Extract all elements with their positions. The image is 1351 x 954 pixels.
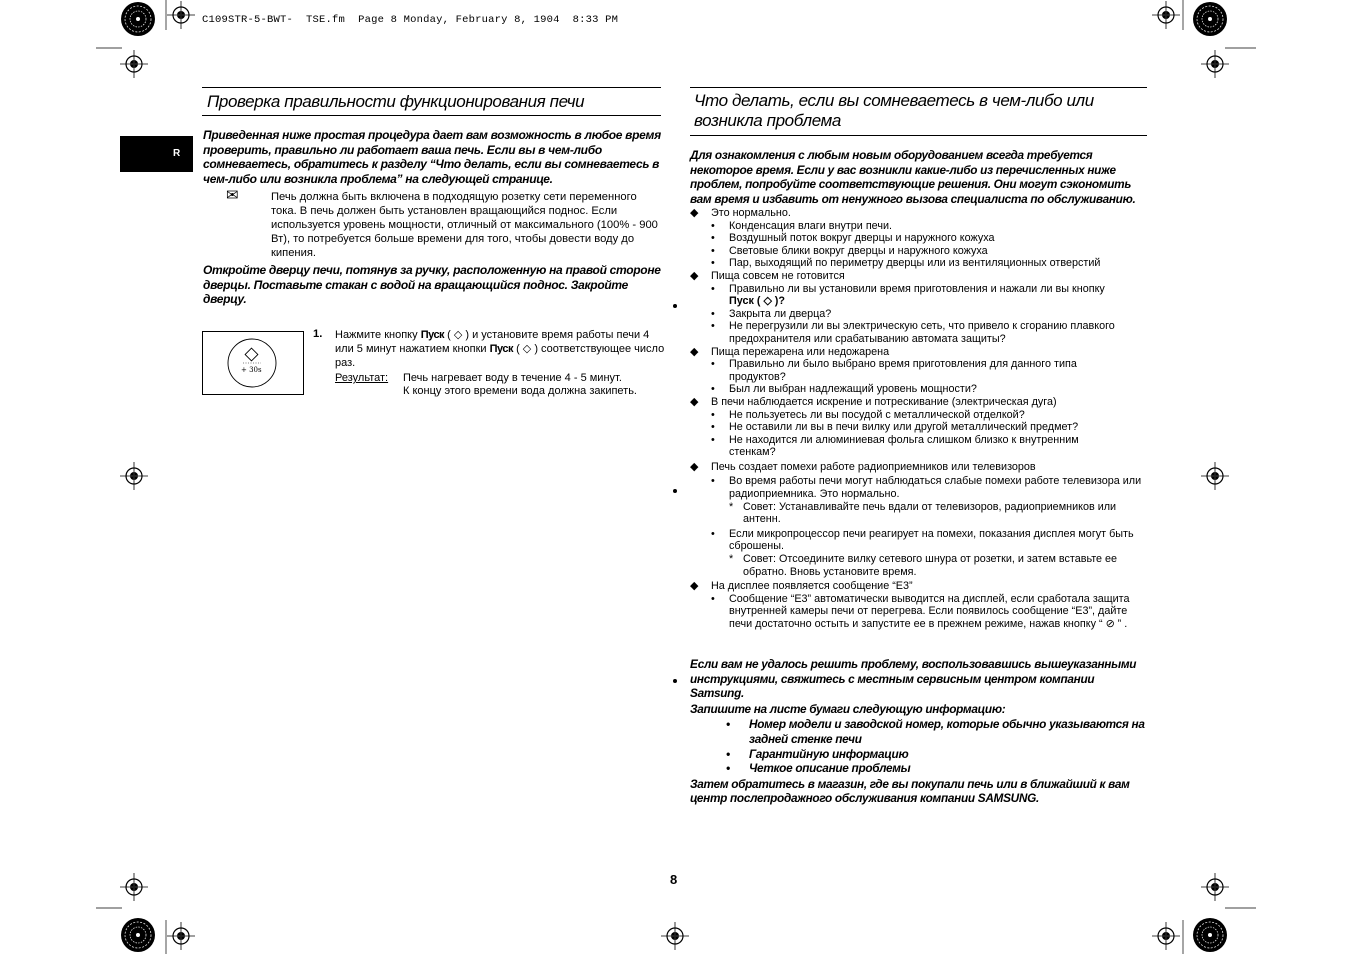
tip-item: * Совет: Устанавливайте печь вдали от телевизоров, радиоприемников или антенн. <box>729 500 1117 526</box>
right-title-rule-top <box>690 87 1147 88</box>
info-item: • Четкое описание проблемы <box>726 761 911 776</box>
troubleshooting-list <box>690 207 1150 631</box>
left-title-rule-bottom <box>202 115 661 116</box>
right-title-rule-bottom <box>690 135 1147 136</box>
tip-item: * Совет: Отсоедините вилку сетевого шнура от розетки, и затем вставьте ее обратно. Вновь установите время. <box>729 553 1118 578</box>
section-heading: ◆ В печи наблюдается искрение и потрескивание (электрическая дуга) <box>690 395 1057 408</box>
list-item: • Закрыта ли дверца? <box>711 307 832 320</box>
contact-paragraph: Если вам не удалось решить проблему, воспользовавшись вышеуказанными инструкциями, свяжитесь с местным сервисным центром компании Samsung. <box>690 657 1137 701</box>
list-item-continued: Пуск ( ◇ )? <box>729 295 785 308</box>
left-section-title: Проверка правильности функционирования печи <box>207 92 585 111</box>
right-title-line-1: Что делать, если вы сомневаетесь в чем-либо или <box>694 91 1094 110</box>
result-line-2: К концу этого времени вода должна закипеть. <box>403 385 637 397</box>
list-item: • Если микропроцессор печи реагирует на помехи, показания дисплея могут быть сброшены. <box>711 527 1134 553</box>
list-item: • Конденсация влаги внутри печи. <box>711 219 892 232</box>
right-section-title <box>694 91 1146 131</box>
page-number: 8 <box>670 872 678 887</box>
info-item: • Номер модели и заводской номер, которые обычно указываются на задней стенке печи <box>726 717 1145 746</box>
list-item: • Правильно ли вы установили время приготовления и нажали ли вы кнопку <box>711 282 1105 295</box>
list-item: • Не находится ли алюминиевая фольга слишком близко к внутренним стенкам? <box>711 433 1079 459</box>
list-item: • Не пользуетесь ли вы посудой с металлической отделкой? <box>711 408 1025 421</box>
list-item: • Световые блики вокруг дверцы и наружного кожуха <box>711 244 988 257</box>
left-title-rule-top <box>202 87 661 88</box>
list-item: • Во время работы печи могут наблюдаться слабые помехи работе телевизора или радиоприемника. Это нормально. <box>711 475 1142 501</box>
section-heading: ◆ Это нормально. <box>690 207 791 219</box>
section-heading: ◆ На дисплее появляется сообщение “E3” <box>690 580 913 593</box>
note-icon: ✉ <box>226 187 239 204</box>
control-panel-illustration <box>202 331 304 395</box>
start-button-icon <box>203 332 303 394</box>
section-heading: ◆ Печь создает помехи работе радиоприемников или телевизоров <box>690 460 1036 473</box>
list-item: • Пар, выходящий по периметру дверцы или из вентиляционных отверстий <box>711 257 1101 270</box>
contact-text <box>690 657 1150 806</box>
section-heading: ◆ Пища совсем не готовится <box>690 269 845 282</box>
right-title-line-2: возникла проблема <box>694 111 841 130</box>
step-text: Нажмите кнопку Пуск ( ◇ ) и установите время работы печи 4 или 5 минут нажатием кнопки Пуск ( ◇ ) соответствующее число раз. <box>335 329 665 369</box>
write-down-heading: Запишите на листе бумаги следующую информацию: <box>690 701 1006 716</box>
list-item: • Сообщение “E3” автоматически выводится на дисплей, если сработала защита внутренней камеры печи от перегрева. Если появилось сообщение “E3”, дайте печи достаточно остыть и запустите ее в прежнем режиме, нажав кнопку “ ⊘ ” . <box>711 592 1130 630</box>
print-header: C109STR-5-BWT- TSE.fm Page 8 Monday, February 8, 1904 8:33 PM <box>202 14 619 26</box>
left-intro: Приведенная ниже простая процедура дает вам возможность в любое время проверить, правильно ли работает ваша печь. Если вы в чем-либо сомневаетесь, обратитесь к разделу “Что делать, если вы сомневаетесь в чем-либо или возникла проблема” на следующей странице. <box>203 128 661 186</box>
right-intro: Для ознакомления с любым новым оборудованием всегда требуется некоторое время. Если у вас возникли какие-либо из перечисленных ниже проблем, попробуйте соответствующие решения. Они могут сэкономить вам время и избавить от ненужного вызова специалиста по обслуживанию. <box>690 148 1136 206</box>
step-number: 1. <box>313 328 323 340</box>
list-item: • Не перегрузили ли вы электрическую сеть, что привело к сгоранию плавкого предохранителя или срабатыванию автомата защиты? <box>711 320 1115 345</box>
info-item: • Гарантийную информацию <box>726 746 909 761</box>
list-item: • Правильно ли было выбрано время приготовления для данного типа продуктов? <box>711 358 1077 383</box>
language-tab: R <box>120 136 193 172</box>
list-item: • Не оставили ли вы в печи вилку или другой металлический предмет? <box>711 421 1079 434</box>
panel-label: + 30s <box>241 366 262 374</box>
left-instruction: Откройте дверцу печи, потянув за ручку, расположенную на правой стороне дверцы. Поставьте стакан с водой на вращающийся поднос. Закройте дверцу. <box>203 263 661 307</box>
result-line-1: Печь нагревает воду в течение 4 - 5 минут. <box>403 372 622 384</box>
closing-paragraph: Затем обратитесь в магазин, где вы покупали печь или в ближайший к вам центр послепродажного обслуживания компании SAMSUNG. <box>690 776 1130 806</box>
left-note: Печь должна быть включена в подходящую розетку сети переменного тока. В печь должен быть установлен вращающийся поднос. Если используется уровень мощности, отличный от максимального (100% - 900 Вт), то потребуется больше времени для того, чтобы довести воду до кипения. <box>271 191 658 259</box>
list-item: • Воздушный поток вокруг дверцы и наружного кожуха <box>711 232 995 245</box>
result-label: Результат: <box>335 372 389 384</box>
section-heading: ◆ Пища пережарена или недожарена <box>690 345 890 358</box>
list-item: • Был ли выбран надлежащий уровень мощности? <box>711 383 977 396</box>
